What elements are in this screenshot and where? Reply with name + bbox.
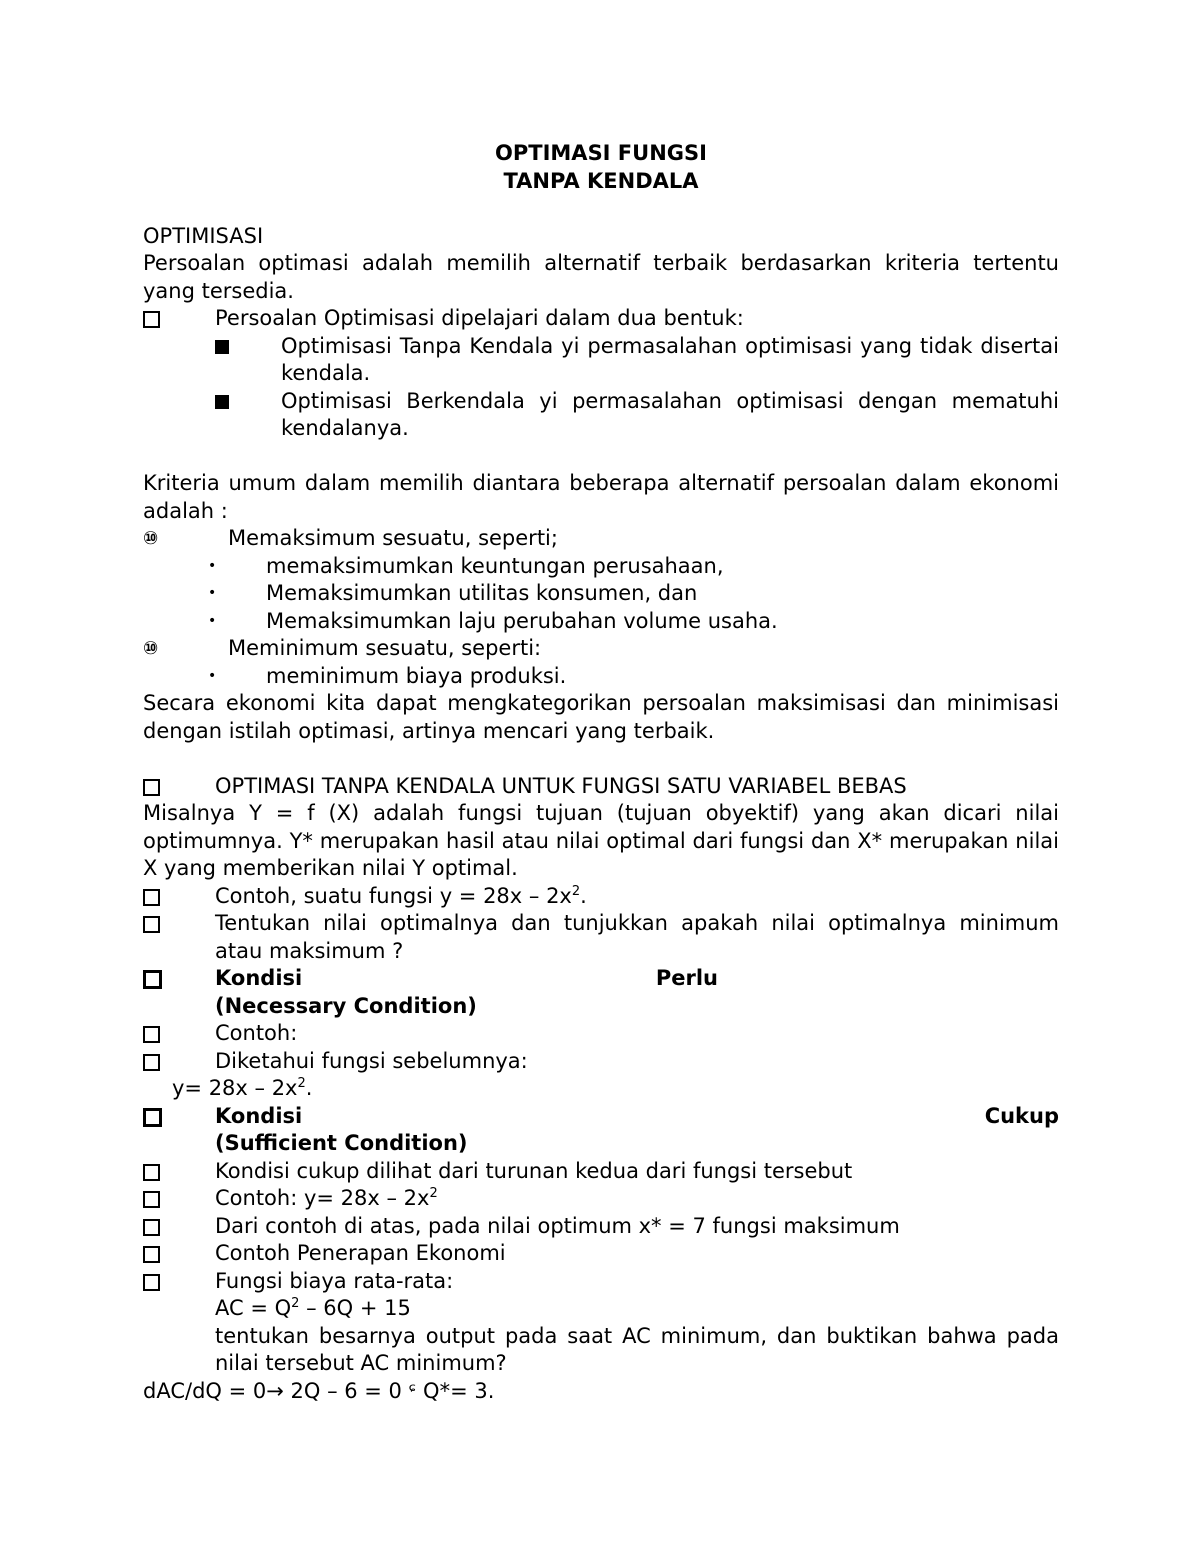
form-item-unconstrained: Optimisasi Tanpa Kendala yi permasalahan optimisasi yang tidak disertai kendala.: [281, 333, 1059, 385]
bullet-icon: •: [208, 557, 217, 574]
application-label: Contoh Penerapan Ekonomi: [215, 1241, 506, 1265]
checkbox-icon: [143, 1026, 160, 1043]
derivative-line: dAC/dQ = 0→ 2Q – 6 = 0 ᶝ Q*= 3.: [143, 1378, 495, 1403]
list-item: [143, 1020, 1059, 1048]
criteria-closing: Secara ekonomi kita dapat mengkategorikan persoalan maksimisasi dan minimisasi dengan istilah optimasi, artinya mencari yang terbaik.: [143, 691, 1059, 743]
optimum-note: Dari contoh di atas, pada nilai optimum x* = 7 fungsi maksimum: [215, 1213, 900, 1238]
list-item: [143, 883, 1059, 911]
bullet-icon: •: [208, 612, 217, 629]
avg-cost-formula: AC = $Q^2 - 6Q + 15$: [215, 1296, 411, 1320]
minimum-item: meminimum biaya produksi.: [266, 663, 567, 688]
checkbox-icon: [143, 1054, 160, 1071]
example-label: Contoh:: [215, 1021, 298, 1045]
circled-number-icon: ⑩: [143, 528, 159, 549]
checkbox-icon: [143, 311, 160, 328]
checkbox-icon: [143, 1246, 160, 1263]
checkbox-icon: [143, 916, 160, 933]
list-item: [143, 773, 1059, 801]
list-item: [143, 333, 1059, 388]
section-heading: OPTIMASI TANPA KENDALA UNTUK FUNGSI SATU VARIABEL BEBAS: [215, 773, 907, 798]
list-item: [143, 1268, 1059, 1378]
minimum-label: Meminimum sesuatu, seperti:: [228, 636, 542, 660]
sufficient-condition-heading: Kondisi Cukup (Sufficient Condition): [215, 1103, 1059, 1155]
maximum-item: Memaksimumkan utilitas konsumen, dan: [266, 581, 698, 605]
circled-number-icon: ⑩: [143, 638, 159, 659]
intro-list-lead: Persoalan Optimisasi dipelajari dalam dua bentuk:: [215, 306, 744, 330]
checkbox-icon: [143, 1108, 162, 1127]
doc-title-line-1: OPTIMASI FUNGSI: [495, 141, 707, 165]
list-item: [143, 1240, 1059, 1268]
avg-cost-question: tentukan besarnya output pada saat AC minimum, dan buktikan bahwa pada nilai tersebut AC minimum?: [215, 1323, 1059, 1375]
list-item: [143, 635, 1059, 663]
filled-square-icon: [215, 340, 229, 354]
intro-paragraph: Persoalan optimasi adalah memilih alternatif terbaik berdasarkan kriteria tertentu yang tersedia.: [143, 251, 1059, 303]
intro-heading: OPTIMISASI: [143, 223, 264, 248]
checkbox-icon: [143, 779, 160, 796]
section-paragraph: Misalnya Y = f (X) adalah fungsi tujuan (tujuan obyektif) yang akan dicari nilai optimumnya. Y* merupakan hasil atau nilai optimal dari fungsi dan X* merupakan nilai X yang memberikan nilai Y optimal.: [143, 801, 1059, 880]
list-item: [143, 1158, 1059, 1186]
necessary-condition-heading: Kondisi Perlu (Necessary Condition): [215, 966, 718, 1018]
checkbox-icon: [143, 970, 162, 989]
list-item: [143, 388, 1059, 443]
checkbox-icon: [143, 1191, 160, 1208]
list-item: [143, 580, 1059, 608]
list-item: [143, 910, 1059, 965]
bullet-icon: •: [208, 667, 217, 684]
list-item: [143, 525, 1059, 553]
list-item: [143, 608, 1059, 636]
bullet-icon: •: [208, 585, 217, 601]
avg-cost-block: [215, 1268, 1059, 1378]
checkbox-icon: [143, 1164, 160, 1181]
function-formula: $y= 28x - 2x^2$.: [172, 1076, 313, 1100]
determine-question: Tentukan nilai optimalnya dan tunjukkan apakah nilai optimalnya minimum atau maksimum ?: [215, 911, 1059, 963]
list-item: [143, 1103, 1059, 1158]
list-item: [143, 1185, 1059, 1213]
form-item-constrained: Optimisasi Berkendala yi permasalahan optimisasi dengan mematuhi kendalanya.: [281, 388, 1059, 440]
list-item: [143, 1048, 1059, 1076]
maximum-item: Memaksimumkan laju perubahan volume usaha.: [266, 608, 778, 633]
spacer: [143, 745, 1059, 773]
example-function: Contoh, suatu fungsi $y = 28x - 2x^2$.: [215, 883, 587, 908]
checkbox-icon: [143, 1219, 160, 1236]
list-item: [143, 553, 1059, 581]
known-function-label: Diketahui fungsi sebelumnya:: [215, 1048, 528, 1073]
filled-square-icon: [215, 395, 229, 409]
checkbox-icon: [143, 1274, 160, 1291]
criteria-paragraph: Kriteria umum dalam memilih diantara beberapa alternatif persoalan dalam ekonomi adalah :: [143, 471, 1059, 523]
list-item: [143, 663, 1059, 691]
example2-function: Contoh: $y= 28x - 2x^2$: [215, 1186, 438, 1210]
list-item: [143, 305, 1059, 333]
doc-title-line-2: TANPA KENDALA: [503, 168, 699, 193]
maximum-item: memaksimumkan keuntungan perusahaan,: [266, 553, 724, 578]
spacer: [143, 443, 1059, 471]
sufficient-description: Kondisi cukup dilihat dari turunan kedua dari fungsi tersebut: [215, 1158, 853, 1183]
checkbox-icon: [143, 889, 160, 906]
list-item: [143, 1213, 1059, 1241]
maximum-label: Memaksimum sesuatu, seperti;: [228, 526, 558, 550]
list-item: [143, 965, 1059, 1020]
spacer: [143, 195, 1059, 223]
avg-cost-label: Fungsi biaya rata-rata:: [215, 1268, 454, 1293]
document-page: [143, 140, 1059, 1405]
